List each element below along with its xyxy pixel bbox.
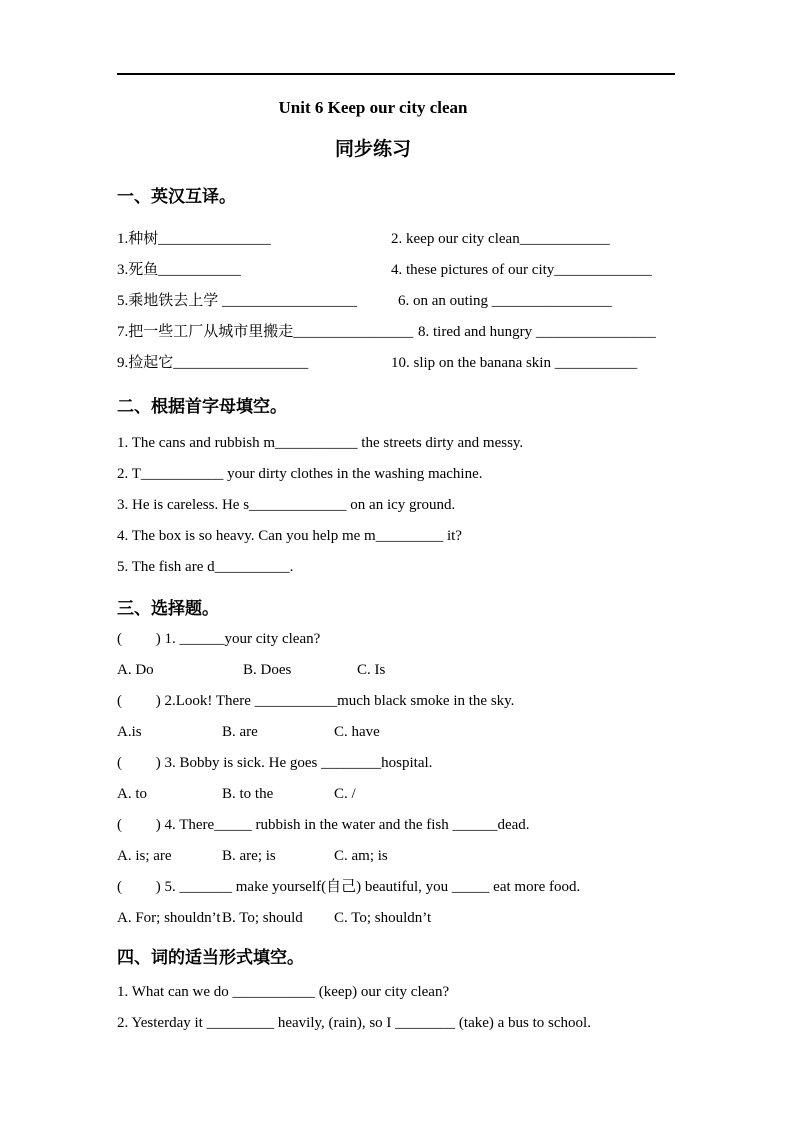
fill-blank-item: 4. The box is so heavy. Can you help me m_________ it? (117, 528, 462, 544)
translation-item: 10. slip on the banana skin ___________ (391, 355, 638, 371)
word-form-items (117, 977, 675, 1039)
choice-option-b: B. to the (222, 786, 274, 802)
choice-question: ( ) 4. There_____ rubbish in the water and the fish ______dead. (117, 817, 530, 833)
translation-item: 8. tired and hungry ________________ (418, 324, 656, 340)
choice-option-c: C. Is (357, 662, 386, 678)
translation-row (117, 317, 675, 348)
translation-item: 2. keep our city clean____________ (391, 231, 610, 247)
choice-questions (117, 624, 675, 934)
translation-row (117, 255, 675, 286)
translation-rows (117, 224, 675, 379)
choice-option-a: A. For; shouldn’t (117, 910, 221, 926)
fill-blank-items (117, 428, 675, 583)
choice-question: ( ) 2.Look! There ___________much black smoke in the sky. (117, 693, 515, 709)
translation-row (117, 348, 675, 379)
fill-blank-item: 2. T___________ your dirty clothes in the washing machine. (117, 466, 483, 482)
choice-options (117, 779, 675, 810)
word-form-item: 2. Yesterday it _________ heavily, (rain), so I ________ (take) a bus to school. (117, 1015, 591, 1031)
fill-blank-item: 1. The cans and rubbish m___________ the streets dirty and messy. (117, 435, 524, 451)
translation-row (117, 286, 675, 317)
choice-option-c: C. / (334, 786, 356, 802)
choice-option-b: B. Does (243, 662, 292, 678)
choice-option-b: B. To; should (222, 910, 303, 926)
fill-blank-item: 5. The fish are d__________. (117, 559, 294, 575)
translation-item: 5.乘地铁去上学 __________________ (117, 293, 358, 309)
choice-options (117, 903, 675, 934)
translation-item: 9.捡起它__________________ (117, 355, 309, 371)
choice-question: ( ) 3. Bobby is sick. He goes ________hospital. (117, 755, 433, 771)
choice-question: ( ) 1. ______your city clean? (117, 631, 321, 647)
fill-blank-item: 3. He is careless. He s_____________ on an icy ground. (117, 497, 456, 513)
choice-option-c: C. am; is (334, 848, 388, 864)
choice-options (117, 717, 675, 748)
choice-options (117, 655, 675, 686)
choice-option-a: A. Do (117, 662, 154, 678)
translation-row (117, 224, 675, 255)
choice-option-c: C. have (334, 724, 380, 740)
translation-item: 1.种树_______________ (117, 231, 271, 247)
page-title: Unit 6 Keep our city clean (278, 98, 468, 117)
translation-item: 4. these pictures of our city_____________ (391, 262, 652, 278)
translation-item: 3.死鱼___________ (117, 262, 241, 278)
header-rule (117, 73, 675, 75)
word-form-item: 1. What can we do ___________ (keep) our city clean? (117, 984, 450, 1000)
page-content (117, 73, 675, 1039)
section-1-heading: 一、英汉互译。 (117, 187, 236, 206)
translation-item: 6. on an outing ________________ (398, 293, 612, 309)
choice-option-c: C. To; shouldn’t (334, 910, 432, 926)
choice-option-b: B. are; is (222, 848, 276, 864)
choice-question: ( ) 5. _______ make yourself(自己) beautiful, you _____ eat more food. (117, 879, 581, 895)
page-subtitle: 同步练习 (334, 139, 411, 160)
choice-option-b: B. are (222, 724, 258, 740)
translation-item: 7.把一些工厂从城市里搬走________________ (117, 324, 414, 340)
choice-option-a: A. to (117, 786, 147, 802)
section-2-heading: 二、根据首字母填空。 (117, 397, 287, 416)
section-4-heading: 四、词的适当形式填空。 (117, 948, 304, 967)
choice-option-a: A.is (117, 724, 142, 740)
choice-option-a: A. is; are (117, 848, 172, 864)
section-3-heading: 三、选择题。 (117, 599, 219, 618)
choice-options (117, 841, 675, 872)
